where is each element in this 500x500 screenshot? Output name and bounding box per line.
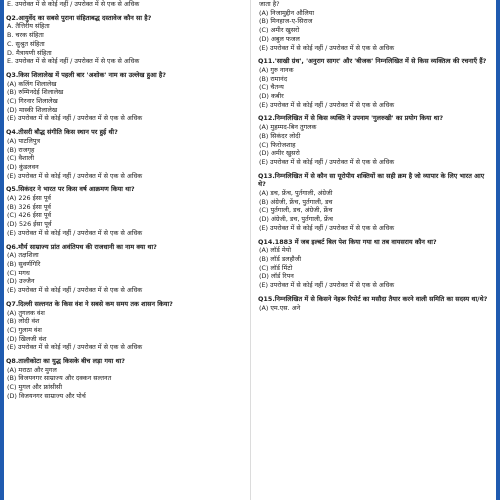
option: (C) फिरोजशाह: [259, 140, 296, 149]
option: (D) कुंडलवन: [7, 162, 39, 171]
question: Q6.मौर्य साम्राज्य प्रांत अवंतिपथ की राजधानी का नाम क्या था?: [6, 242, 157, 251]
question: Q11.'साखी ग्रंथ', 'अनुराग सागर' और 'बीजक' निम्नलिखित में से किस व्यक्तित्व की रचनाएँ हैं?: [258, 57, 487, 66]
option: B. चरक संहिता: [7, 31, 44, 40]
question: Q5.सिकंदर ने भारत पर किस वर्ष आक्रमण किया था?: [6, 185, 135, 194]
option: (C) पुर्तगाली, डच, अंग्रेजी, फ्रेंच: [259, 206, 333, 215]
option: A. तैत्तिरीय संहिता: [7, 22, 50, 31]
question: Q3.किस शिलालेख में पहली बार 'अशोक' नाम का उल्लेख हुआ है?: [6, 70, 166, 79]
option: (D) उज्जैन: [7, 277, 35, 286]
option: (C) मगध: [7, 268, 30, 277]
option: (C) 426 ईसा पूर्व: [7, 211, 52, 220]
option: (B) विजयनगर साम्राज्य और दक्कन सल्तनत: [7, 374, 112, 383]
option: E. उपरोक्त में से कोई नहीं / उपरोक्त में से एक से अधिक: [7, 57, 140, 66]
option: (A) लॉर्ड मेयो: [259, 246, 292, 255]
option: (A) 226 ईसा पूर्व: [7, 194, 51, 203]
option: (C) वैशाली: [7, 154, 35, 163]
option: (C) लॉर्ड मिंटो: [259, 263, 293, 272]
option: (A) तुगलक वंश: [7, 308, 45, 317]
question: Q12.निम्नलिखित में से किस व्यक्ति ने उपनाम 'गुलरुखी' का प्रयोग किया था?: [258, 114, 444, 123]
option: (C) अमीर खुसरो: [259, 26, 300, 35]
option: जाता है?: [259, 0, 280, 8]
option: (E) उपरोक्त में से कोई नहीं / उपरोक्त में से एक से अधिक: [7, 286, 143, 295]
option: (C) गिरनार शिलालेख: [7, 97, 58, 106]
question: Q8.तालीकोटा का युद्ध किसके बीच लड़ा गया था?: [6, 357, 125, 366]
option: (B) लोदी वंश: [7, 317, 40, 326]
option: (D) अमीर खुसरो: [259, 149, 300, 158]
option: C. सुश्रुत संहिता: [7, 39, 45, 48]
option: (E) उपरोक्त में से कोई नहीं / उपरोक्त में से एक से अधिक: [7, 343, 143, 352]
option: (A) गुरु नानक: [259, 65, 294, 74]
option: (D) 526 ईसा पूर्व: [7, 220, 52, 229]
option: (D) अंग्रेजी, डच, पुर्तगाली, फ्रेंच: [259, 215, 333, 224]
option: (E) उपरोक्त में से कोई नहीं / उपरोक्त में से एक से अधिक: [259, 157, 395, 166]
option: (C) गुलाम वंश: [7, 325, 42, 334]
option: E. उपरोक्त में से कोई नहीं / उपरोक्त में से एक से अधिक: [7, 0, 140, 8]
option: (A) तक्षशिला: [7, 251, 39, 260]
option: (E) उपरोक्त में से कोई नहीं / उपरोक्त में से एक से अधिक: [259, 281, 395, 290]
option: (B) अंग्रेजी, फ्रेंच, पुर्तगाली, डच: [259, 197, 333, 206]
left-column: [6, 0, 242, 401]
option: D. मैत्रायणी संहिता: [7, 48, 52, 57]
question: Q15.निम्नलिखित में से किसने नेहरू रिपोर्ट का मसौदा तैयार करने वाली समिति का सदस्य था/थे?: [258, 294, 488, 303]
option: (A) निजामुद्दीन औलिया: [259, 8, 315, 17]
option: (E) उपरोक्त में से कोई नहीं / उपरोक्त में से एक से अधिक: [259, 100, 395, 109]
right-column: [258, 0, 494, 312]
option: (B) रुम्मिनदेई शिलालेख: [7, 88, 64, 97]
question: Q7.दिल्ली सल्तनत के किस वंश ने सबसे कम समय तक शासन किया?: [6, 299, 173, 308]
column-divider: [250, 0, 251, 500]
question: Q14.1883 में जब इल्बर्ट बिल पेश किया गया था तब वायसराय कौन था?: [258, 237, 437, 246]
option: (A) डच, फ्रेंच, पुर्तगाली, अंग्रेजी: [259, 189, 333, 198]
option: (B) 326 ईसा पूर्व: [7, 202, 51, 211]
option: (D) विजयनगर साम्राज्य और पोर्च: [7, 391, 86, 400]
option: (E) उपरोक्त में से कोई नहीं / उपरोक्त में से एक से अधिक: [7, 171, 143, 180]
option: (A) पाटलिपुत्र: [7, 136, 41, 145]
option: (B) सुवर्णगिरि: [7, 259, 41, 268]
option: (A) मुहम्मद-बिन तुगलक: [259, 123, 317, 132]
option: (E) उपरोक्त में से कोई नहीं / उपरोक्त में से एक से अधिक: [259, 223, 395, 232]
option: (A) कलिंग शिलालेख: [7, 79, 57, 88]
option: (A) मराठा और मुगल: [7, 365, 57, 374]
question: Q2.आयुर्वेद का सबसे पुराना संहिताबद्ध दस्तावेज कौन सा है?: [6, 13, 152, 22]
option: (B) रामानंद: [259, 74, 288, 83]
option: (E) उपरोक्त में से कोई नहीं / उपरोक्त में से एक से अधिक: [7, 114, 143, 123]
question: Q13.निम्नलिखित में से कौन सा यूरोपीय शक्तियों का सही क्रम है जो व्यापार के लिए भारत आए थे?: [258, 171, 485, 189]
option: (C) मुगल और फ्रांसीसी: [7, 383, 62, 392]
option: (D) कबीर: [259, 92, 284, 101]
option: (D) मास्की शिलालेख: [7, 105, 58, 114]
option: (C) चैतन्य: [259, 83, 284, 92]
option: (D) अबुल फजल: [259, 34, 300, 43]
option: (D) खिलजी वंश: [7, 334, 47, 343]
option: (D) लॉर्ड रिपन: [259, 272, 294, 281]
option: (E) उपरोक्त में से कोई नहीं / उपरोक्त में से एक से अधिक: [259, 43, 395, 52]
option: (E) उपरोक्त में से कोई नहीं / उपरोक्त में से एक से अधिक: [7, 228, 143, 237]
option: (A) एम.एस. अने: [259, 303, 301, 312]
option: (B) मिनहाज-ए-सिराज: [259, 17, 313, 26]
question: Q4.तीसरी बौद्ध संगीति किस स्थान पर हुई थी?: [6, 128, 118, 137]
option: (B) सिकंदर लोदी: [259, 131, 301, 140]
option: (B) राजगृह: [7, 145, 35, 154]
option: (B) लॉर्ड डलहौजी: [259, 254, 302, 263]
